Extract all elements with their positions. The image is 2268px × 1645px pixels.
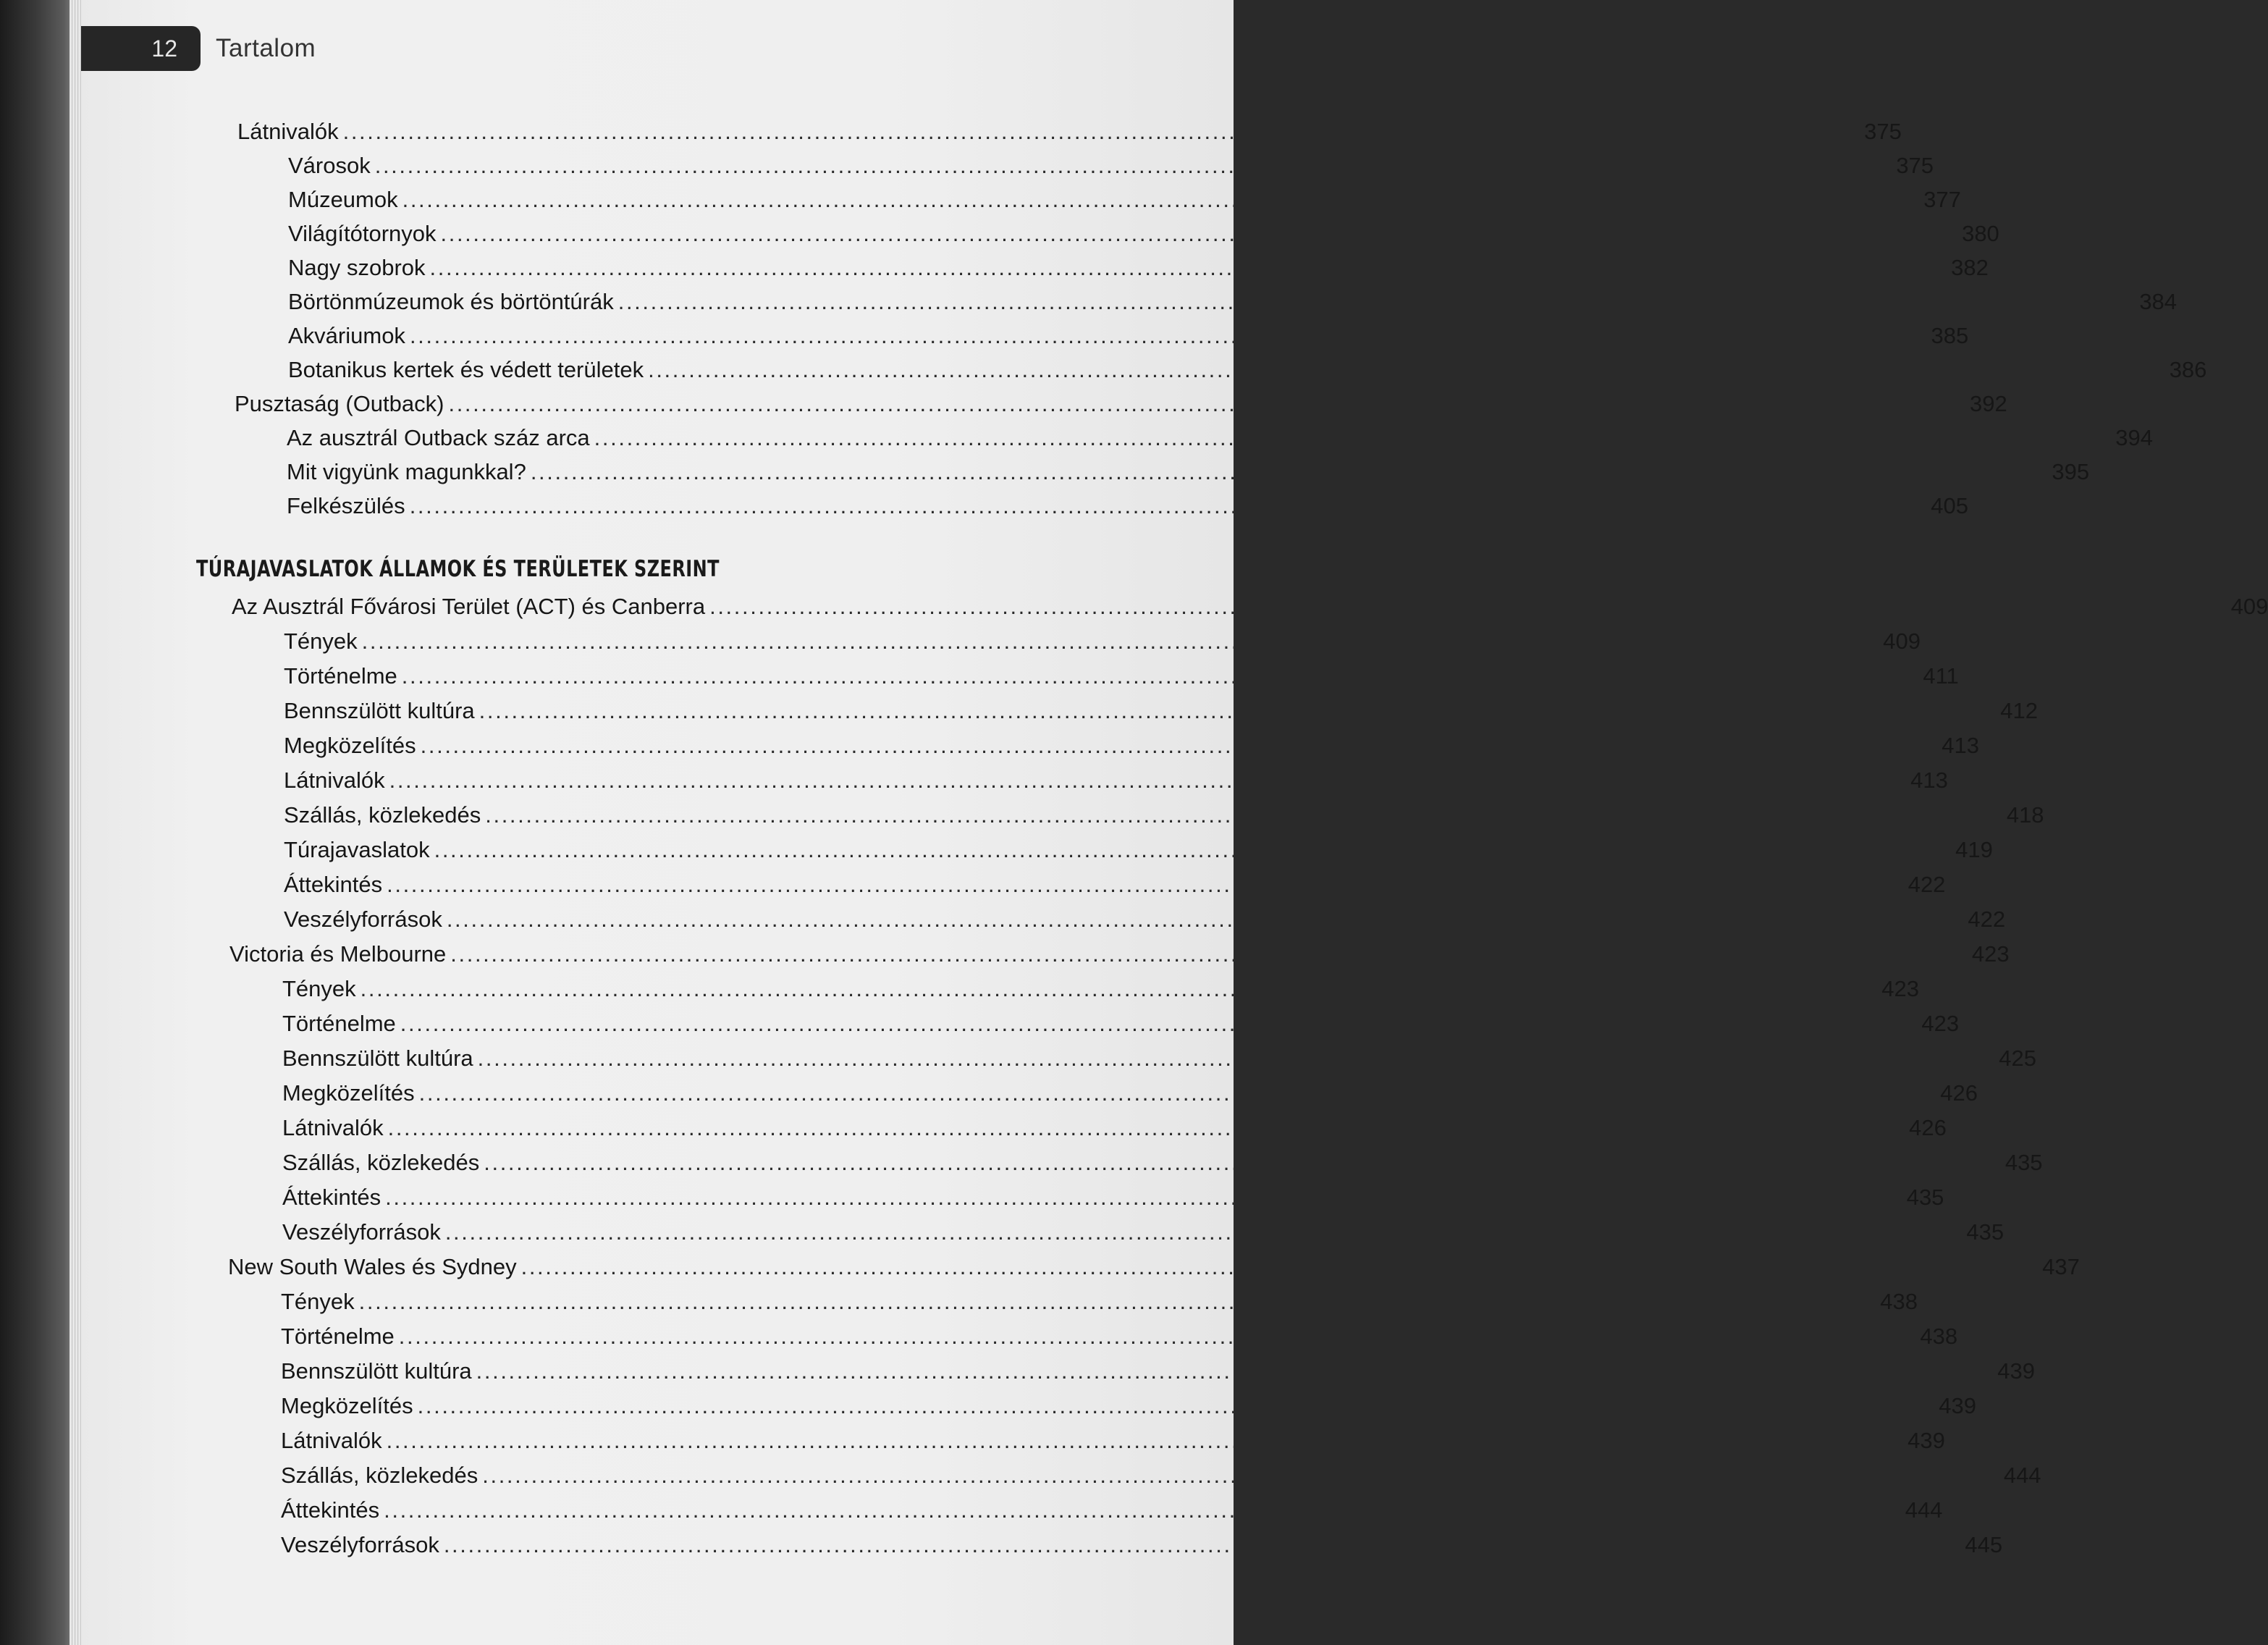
toc-entry-label: Botanikus kertek és védett területek bbox=[288, 357, 644, 382]
toc-entry-page: 409 bbox=[1883, 628, 1921, 654]
toc-entry-label: Történelme bbox=[284, 663, 397, 689]
toc-entry-label: Történelme bbox=[282, 1011, 396, 1036]
toc-entry bbox=[284, 730, 1979, 762]
toc-leader-dots bbox=[399, 1321, 1915, 1352]
toc-entry-page: 384 bbox=[2139, 289, 2178, 314]
toc-leader-dots bbox=[361, 973, 1876, 1005]
toc-entry-label: Látnivalók bbox=[284, 767, 385, 793]
toc-entry-label: Bennszülött kultúra bbox=[282, 1046, 473, 1071]
toc-entry-label: Megközelítés bbox=[284, 733, 416, 758]
toc-entry bbox=[287, 456, 2090, 488]
toc-entry-label: Városok bbox=[288, 153, 371, 178]
toc-leader-dots bbox=[362, 626, 1878, 657]
toc-entry-page: 445 bbox=[1965, 1532, 2003, 1557]
toc-leader-dots bbox=[594, 422, 2110, 454]
toc-entry-page: 405 bbox=[1931, 493, 1968, 518]
toc-entry-label: Áttekintés bbox=[281, 1497, 380, 1523]
toc-entry-label: Veszélyforrások bbox=[282, 1219, 441, 1245]
toc-leader-dots bbox=[430, 252, 1946, 284]
toc-entry bbox=[281, 1355, 2035, 1387]
toc-leader-dots bbox=[441, 218, 1957, 250]
toc-entry-page: 380 bbox=[1962, 221, 1999, 246]
toc-entry bbox=[282, 1077, 1978, 1109]
toc-entry-label: Látnivalók bbox=[281, 1428, 382, 1453]
toc-entry-label: Az ausztrál Outback száz arca bbox=[287, 425, 590, 450]
toc-leader-dots bbox=[402, 660, 1918, 692]
toc-entry bbox=[282, 1182, 1944, 1213]
toc-leader-dots bbox=[450, 938, 1966, 970]
table-of-contents bbox=[81, 0, 2268, 1645]
toc-entry bbox=[281, 1286, 1918, 1318]
toc-entry-label: Felkészülés bbox=[287, 493, 405, 518]
toc-leader-dots bbox=[521, 1251, 2037, 1283]
toc-entry-page: 426 bbox=[1909, 1115, 1947, 1140]
toc-leader-dots bbox=[421, 730, 1936, 762]
toc-entry bbox=[288, 286, 2178, 318]
toc-entry-page: 386 bbox=[2169, 357, 2207, 382]
toc-entry-page: 439 bbox=[1907, 1428, 1945, 1453]
toc-entry-page: 435 bbox=[1966, 1219, 2004, 1245]
toc-entry-page: 435 bbox=[2004, 1150, 2043, 1175]
toc-entry-label: Mit vigyünk magunkkal? bbox=[287, 459, 526, 484]
toc-entry-page: 413 bbox=[1910, 767, 1948, 793]
toc-leader-dots bbox=[389, 765, 1905, 796]
toc-leader-dots bbox=[484, 1147, 1999, 1179]
toc-entry-label: Veszélyforrások bbox=[281, 1532, 439, 1557]
toc-entry bbox=[282, 1147, 2043, 1179]
toc-entry-page: 426 bbox=[1940, 1080, 1978, 1106]
toc-leader-dots bbox=[482, 1460, 1998, 1492]
toc-entry-page: 409 bbox=[2230, 594, 2268, 619]
toc-entry bbox=[284, 904, 2006, 935]
toc-leader-dots bbox=[648, 354, 2164, 386]
toc-entry bbox=[232, 591, 2268, 623]
toc-leader-dots bbox=[400, 1008, 1916, 1040]
toc-entry-page: 375 bbox=[1896, 153, 1934, 178]
toc-entry-page: 422 bbox=[1968, 906, 2006, 932]
toc-entry-page: 423 bbox=[1971, 941, 2010, 967]
toc-entry-page: 385 bbox=[1931, 323, 1969, 348]
toc-entry bbox=[281, 1529, 2003, 1561]
toc-entry-page: 423 bbox=[1921, 1011, 1960, 1036]
toc-entry-page: 435 bbox=[1906, 1185, 1944, 1210]
toc-entry-page: 418 bbox=[2006, 802, 2044, 828]
toc-entry-page: 438 bbox=[1880, 1289, 1918, 1314]
toc-entry bbox=[282, 1008, 1960, 1040]
page-number-tab: 12 bbox=[81, 26, 201, 71]
toc-entry-label: Áttekintés bbox=[284, 872, 383, 897]
toc-entry-label: Akváriumok bbox=[288, 323, 405, 348]
toc-entry bbox=[281, 1321, 1958, 1352]
toc-entry bbox=[284, 626, 1921, 657]
toc-leader-dots bbox=[445, 1216, 1961, 1248]
toc-entry bbox=[281, 1390, 1976, 1422]
toc-leader-dots bbox=[485, 799, 2001, 831]
toc-leader-dots bbox=[479, 695, 1995, 727]
toc-entry-page: 438 bbox=[1920, 1324, 1958, 1349]
toc-entry bbox=[288, 354, 2207, 386]
book-spine-shadow bbox=[0, 0, 80, 1645]
toc-entry-label: Megközelítés bbox=[281, 1393, 413, 1418]
toc-entry-label: Túrajavaslatok bbox=[284, 837, 430, 862]
toc-entry bbox=[281, 1425, 1945, 1457]
toc-entry-page: 419 bbox=[1955, 837, 1993, 862]
toc-entry bbox=[228, 1251, 2080, 1283]
toc-entry bbox=[284, 695, 2038, 727]
toc-entry-label: Látnivalók bbox=[237, 119, 339, 144]
toc-entry-page: 444 bbox=[1905, 1497, 1943, 1523]
toc-leader-dots bbox=[448, 388, 1964, 420]
toc-entry-label: Tények bbox=[282, 976, 356, 1001]
toc-entry-label: Börtönmúzeumok és börtöntúrák bbox=[288, 289, 614, 314]
toc-leader-dots bbox=[410, 320, 1926, 352]
toc-entry-label: Szállás, közlekedés bbox=[284, 802, 481, 828]
toc-entry bbox=[282, 973, 1919, 1005]
toc-leader-dots bbox=[478, 1043, 1994, 1074]
toc-leader-dots bbox=[343, 116, 1859, 148]
toc-entry bbox=[281, 1494, 1943, 1526]
toc-entry-label: Múzeumok bbox=[288, 187, 398, 212]
toc-entry-label: Veszélyforrások bbox=[284, 906, 442, 932]
toc-leader-dots bbox=[388, 1112, 1904, 1144]
book-page bbox=[81, 0, 2268, 1645]
toc-leader-dots bbox=[709, 591, 2225, 623]
toc-entry-page: 392 bbox=[1970, 391, 2007, 416]
toc-leader-dots bbox=[418, 1390, 1934, 1422]
toc-entry-page: 425 bbox=[1999, 1046, 2036, 1071]
toc-leader-dots bbox=[444, 1529, 1960, 1561]
toc-entry bbox=[287, 490, 1968, 522]
toc-leader-dots bbox=[384, 1494, 1900, 1526]
toc-entry bbox=[281, 1460, 2041, 1492]
toc-entry-page: 413 bbox=[1942, 733, 1979, 758]
toc-entry-label: Tények bbox=[281, 1289, 355, 1314]
toc-entry bbox=[235, 388, 2007, 420]
toc-entry bbox=[282, 1043, 2036, 1074]
toc-entry bbox=[288, 320, 1969, 352]
toc-leader-dots bbox=[447, 904, 1963, 935]
toc-leader-dots bbox=[419, 1077, 1935, 1109]
toc-leader-dots bbox=[387, 869, 1902, 901]
toc-entry bbox=[284, 765, 1948, 796]
toc-leader-dots bbox=[385, 1182, 1901, 1213]
toc-leader-dots bbox=[531, 456, 2046, 488]
toc-entry-page: 412 bbox=[2000, 698, 2038, 723]
toc-entry bbox=[282, 1216, 2004, 1248]
toc-entry bbox=[288, 218, 1999, 250]
toc-entry-label: Látnivalók bbox=[282, 1115, 384, 1140]
toc-leader-dots bbox=[476, 1355, 1992, 1387]
toc-entry-label: Áttekintés bbox=[282, 1185, 381, 1210]
toc-entry-page: 437 bbox=[2042, 1254, 2080, 1279]
toc-entry bbox=[284, 834, 1993, 866]
toc-entry-page: 423 bbox=[1881, 976, 1919, 1001]
toc-entry-page: 382 bbox=[1951, 255, 1989, 280]
toc-leader-dots bbox=[618, 286, 2134, 318]
toc-entry-page: 439 bbox=[1939, 1393, 1976, 1418]
toc-entry bbox=[288, 150, 1934, 182]
toc-entry bbox=[284, 799, 2044, 831]
toc-entry-label: Világítótornyok bbox=[288, 221, 437, 246]
toc-entry-label: Megközelítés bbox=[282, 1080, 415, 1106]
toc-entry bbox=[284, 660, 1959, 692]
toc-entry-label: Tények bbox=[284, 628, 358, 654]
toc-entry bbox=[288, 252, 1989, 284]
toc-entry-page: 411 bbox=[1923, 663, 1959, 689]
toc-entry bbox=[284, 869, 1946, 901]
toc-leader-dots bbox=[434, 834, 1950, 866]
toc-entry bbox=[229, 938, 2010, 970]
toc-entry-page: 375 bbox=[1864, 119, 1902, 144]
toc-entry-label: Szállás, közlekedés bbox=[281, 1463, 479, 1488]
toc-entry-page: 377 bbox=[1923, 187, 1961, 212]
toc-leader-dots bbox=[410, 490, 1926, 522]
toc-entry bbox=[288, 184, 1961, 216]
toc-entry bbox=[237, 116, 1902, 148]
section-heading: TÚRAJAVASLATOK ÁLLAMOK ÉS TERÜLETEK SZERINT bbox=[196, 556, 720, 582]
toc-entry-page: 394 bbox=[2115, 425, 2153, 450]
toc-entry-label: Victoria és Melbourne bbox=[229, 941, 447, 967]
toc-entry-page: 422 bbox=[1907, 872, 1946, 897]
toc-entry-page: 444 bbox=[2003, 1463, 2041, 1488]
toc-entry-label: Nagy szobrok bbox=[288, 255, 426, 280]
toc-entry-label: Az Ausztrál Fővárosi Terület (ACT) és Canberra bbox=[232, 594, 706, 619]
toc-entry-label: Bennszülött kultúra bbox=[281, 1358, 472, 1384]
toc-leader-dots bbox=[402, 184, 1918, 216]
running-header-title: Tartalom bbox=[216, 34, 316, 62]
toc-entry bbox=[282, 1112, 1947, 1144]
toc-entry-label: Szállás, közlekedés bbox=[282, 1150, 480, 1175]
toc-entry bbox=[287, 422, 2153, 454]
toc-entry-label: New South Wales és Sydney bbox=[228, 1254, 517, 1279]
toc-leader-dots bbox=[375, 150, 1891, 182]
toc-entry-label: Történelme bbox=[281, 1324, 395, 1349]
toc-entry-page: 439 bbox=[1997, 1358, 2035, 1384]
toc-entry-page: 395 bbox=[2052, 459, 2090, 484]
toc-leader-dots bbox=[387, 1425, 1902, 1457]
toc-entry-label: Bennszülött kultúra bbox=[284, 698, 475, 723]
toc-entry-label: Pusztaság (Outback) bbox=[235, 391, 444, 416]
toc-leader-dots bbox=[359, 1286, 1875, 1318]
